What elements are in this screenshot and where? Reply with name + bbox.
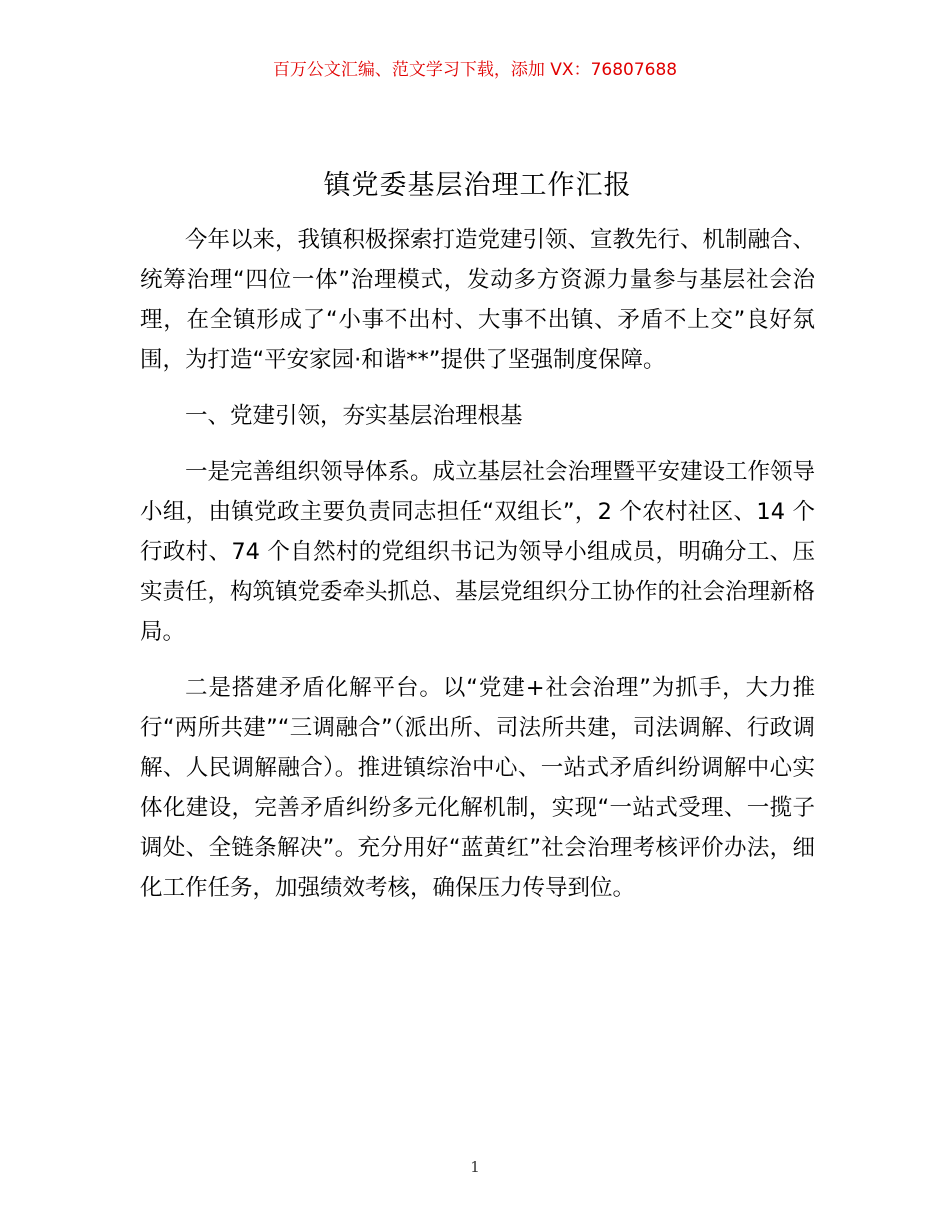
document-body: [140, 166, 815, 908]
watermark-banner: 百万公文汇编、范文学习下载，添加 VX：76807688: [272, 60, 678, 80]
page-number: 1: [470, 1158, 480, 1176]
paragraph-intro: 今年以来，我镇积极探索打造党建引领、宣教先行、机制融合、统筹治理“四位一体”治理模式，发动多方资源力量参与基层社会治理，在全镇形成了“小事不出村、大事不出镇、矛盾不上交”良好氛围，为打造“平安家园·和谐**”提供了坚强制度保障。: [140, 227, 816, 373]
paragraph-platform: 二是搭建矛盾化解平台。以“党建+社会治理”为抓手，大力推行“两所共建”“三调融合”（派出所、司法所共建，司法调解、行政调解、人民调解融合）。推进镇综治中心、一站式矛盾纠纷调解中心实体化建设，完善矛盾纠纷多元化解机制，实现“一站式受理、一揽子调处、全链条解决”。充分用好“蓝黄红”社会治理考核评价办法，细化工作任务，加强绩效考核，确保压力传导到位。: [140, 675, 815, 901]
document-title: 镇党委基层治理工作汇报: [323, 170, 632, 201]
paragraph-organization: 一是完善组织领导体系。成立基层社会治理暨平安建设工作领导小组，由镇党政主要负责同志担任“双组长”，2 个农村社区、14 个行政村、74 个自然村的党组织书记为领导小组成员，明确分工、压实责任，构筑镇党委牵头抓总、基层党组织分工协作的社会治理新格局。: [140, 459, 816, 645]
section-heading-1: 一、党建引领，夯实基层治理根基: [185, 403, 523, 429]
